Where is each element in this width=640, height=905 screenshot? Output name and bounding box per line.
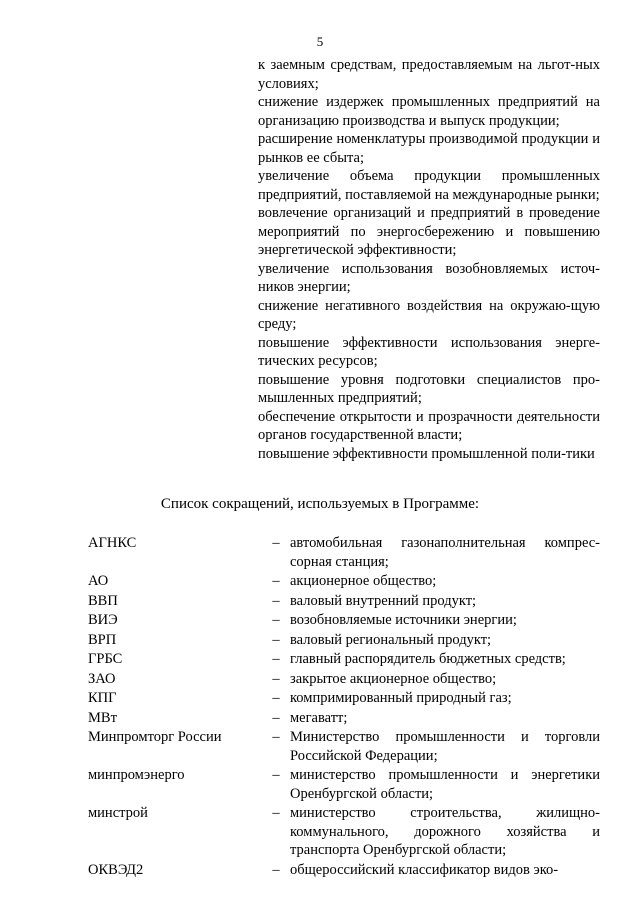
abbreviations-heading: Список сокращений, используемых в Программе:: [160, 496, 480, 512]
dash-separator: –: [272, 670, 280, 687]
dash-separator: –: [272, 690, 280, 706]
abbreviation-row: [88, 766, 600, 803]
abbreviation-row: [88, 689, 600, 708]
abbreviation-definition: закрытое акционерное общество;: [290, 670, 497, 687]
list-item: повышение эффективности использования энерге-тических ресурсов;: [258, 334, 600, 369]
dash-separator: –: [272, 573, 280, 589]
abbreviation-definition: акционерное общество;: [290, 573, 437, 589]
dash-separator: –: [272, 709, 280, 726]
abbreviation-definition: министерство строительства, жилищно-коммунального, дорожного хозяйства и транспорта Оренбургской области;: [290, 805, 600, 858]
abbreviation-row: [88, 572, 600, 591]
list-item: увеличение объема продукции промышленных предприятий, поставляемой на международные рынки;: [258, 168, 600, 203]
abbreviation-term: ОКВЭД2: [88, 861, 144, 878]
abbreviation-row: [88, 534, 600, 571]
page-number: 5: [316, 34, 324, 49]
abbreviation-term: ГРБС: [88, 651, 123, 667]
abbreviation-term: Минпромторг России: [88, 729, 222, 745]
abbreviation-term: минпромэнерго: [88, 767, 185, 783]
abbreviation-row: [88, 709, 600, 728]
abbreviation-term: КПГ: [88, 690, 117, 706]
abbreviation-term: минстрой: [88, 805, 148, 821]
dash-separator: –: [272, 767, 280, 783]
abbreviation-definition: автомобильная газонаполнительная компрес-сорная станция;: [290, 535, 600, 570]
abbreviation-row: [88, 728, 600, 765]
abbreviation-term: МВт: [88, 709, 117, 726]
dash-separator: –: [272, 535, 280, 551]
list-item: повышение эффективности промышленной поли-тики: [258, 445, 595, 462]
abbreviation-definition: общероссийский классификатор видов эко-: [290, 861, 559, 878]
abbreviation-definition: мегаватт;: [290, 709, 348, 726]
abbreviation-term: ЗАО: [88, 670, 116, 687]
list-item: к заемным средствам, предоставляемым на льгот-ных условиях;: [258, 57, 600, 92]
abbreviation-term: ВРП: [88, 631, 117, 648]
dash-separator: –: [272, 805, 280, 821]
abbreviation-row: [88, 592, 600, 611]
list-item: увеличение использования возобновляемых источ-ников энергии;: [258, 260, 600, 295]
list-item: снижение издержек промышленных предприятий на организацию производства и выпуск продукции;: [258, 94, 600, 129]
abbreviation-definition: Министерство промышленности и торговли Российской Федерации;: [290, 729, 600, 764]
abbreviation-row: [88, 670, 600, 689]
dash-separator: –: [272, 631, 280, 648]
abbreviation-row: [88, 631, 600, 650]
abbreviation-row: [88, 650, 600, 669]
abbreviation-definition: главный распорядитель бюджетных средств;: [290, 651, 566, 667]
list-item: вовлечение организаций и предприятий в проведение мероприятий по энергосбережению и повышению энергетической эффективности;: [258, 205, 600, 258]
dash-separator: –: [272, 612, 280, 628]
abbreviation-term: ВВП: [88, 592, 118, 609]
abbreviation-row: [88, 611, 600, 630]
list-item: снижение негативного воздействия на окружаю-щую среду;: [258, 297, 600, 332]
goals-list: [258, 56, 600, 463]
abbreviation-definition: министерство промышленности и энергетики Оренбургской области;: [290, 767, 600, 802]
dash-separator: –: [272, 651, 280, 667]
abbreviation-row: [88, 861, 600, 880]
list-item: расширение номенклатуры производимой продукции и рынков ее сбыта;: [258, 131, 600, 166]
abbreviation-term: ВИЭ: [88, 612, 118, 628]
abbreviation-definition: возобновляемые источники энергии;: [290, 612, 517, 628]
abbreviation-definition: валовый внутренний продукт;: [290, 592, 477, 609]
abbreviation-term: АГНКС: [88, 535, 137, 551]
abbreviation-row: [88, 804, 600, 860]
dash-separator: –: [272, 861, 280, 878]
abbreviation-definition: компримированный природный газ;: [290, 690, 512, 706]
abbreviation-term: АО: [88, 573, 109, 589]
abbreviation-definition: валовый региональный продукт;: [290, 631, 492, 648]
list-item: обеспечение открытости и прозрачности деятельности органов государственной власти;: [258, 408, 600, 443]
dash-separator: –: [272, 729, 280, 745]
abbreviations-list: [88, 534, 600, 880]
dash-separator: –: [272, 592, 280, 609]
list-item: повышение уровня подготовки специалистов про-мышленных предприятий;: [258, 371, 600, 406]
